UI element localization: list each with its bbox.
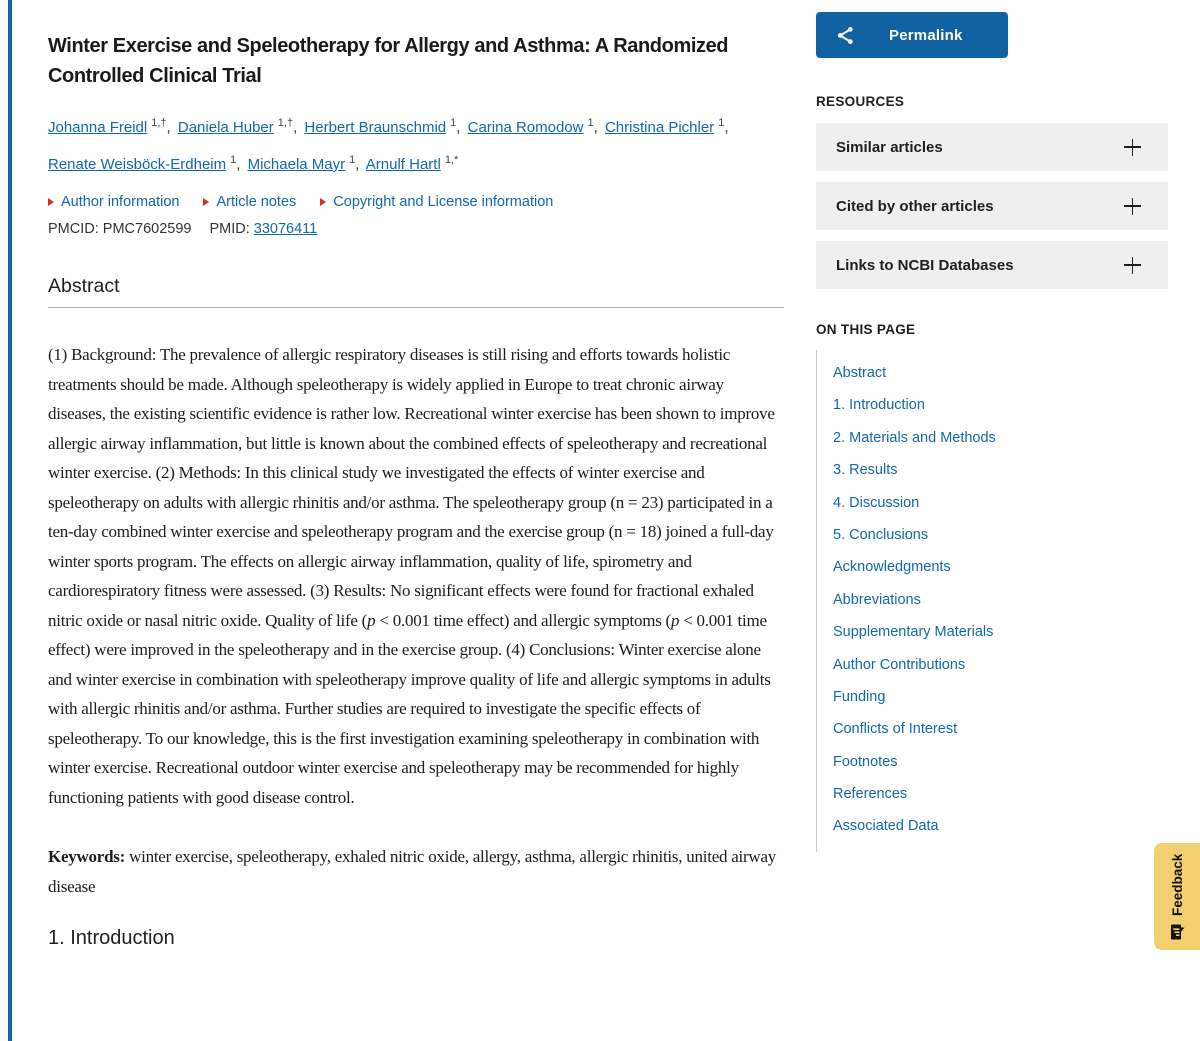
author-superscript: 1,† bbox=[277, 117, 294, 129]
section-heading-introduction: 1. Introduction bbox=[48, 927, 175, 949]
author-link[interactable]: Johanna Freidl bbox=[48, 119, 148, 136]
author-superscript: 1 bbox=[349, 154, 356, 166]
author-superscript: 1 bbox=[230, 154, 237, 166]
abstract-paragraph bbox=[48, 340, 784, 812]
author bbox=[468, 119, 601, 136]
abstract-text: (1) Background: The prevalence of allergic respiratory diseases is still rising and efforts towards holistic treatments should be made. Although speleotherapy is widely applied in Europe to treat chronic airway diseases, the existing scientific evidence is rather low. Recreational winter exercise has been shown to improve allergic airway inflammation, but little is known about the combined effects of speleotherapy and recreational winter exercise. (2) Methods: In this clinical study we investigated the effects of winter exercise and speleotherapy on adults with allergic rhinitis and/or asthma. The speleotherapy group (n = 23) participated in a ten-day combined winter exercise and speleotherapy program and the exercise group (n = 18) joined a full-day winter sports program. The effects on allergic airway inflammation, quality of life, spirometry and cardiorespiratory fitness were assessed. (3) Results: No significant effects were found for fractional exhaled nitric oxide or nasal nitric oxide. Quality of life ( bbox=[48, 345, 775, 630]
toc-link-footnotes[interactable]: Footnotes bbox=[833, 753, 898, 770]
author-separator: , bbox=[166, 119, 171, 136]
arrow-right-icon bbox=[48, 198, 54, 206]
toc-link-acknowledgments[interactable]: Acknowledgments bbox=[833, 559, 951, 576]
author bbox=[48, 156, 243, 173]
abstract-heading: Abstract bbox=[48, 275, 784, 308]
author-link[interactable]: Carina Romodow bbox=[467, 119, 584, 136]
author-link[interactable]: Renate Weisböck-Erdheim bbox=[48, 156, 227, 173]
feedback-rotor bbox=[1154, 843, 1200, 950]
accordion-label: Links to NCBI Databases bbox=[836, 256, 1014, 274]
author-separator: , bbox=[593, 119, 598, 136]
pmid-link[interactable]: 33076411 bbox=[253, 221, 318, 237]
on-this-page-heading: ON THIS PAGE bbox=[816, 322, 916, 337]
arrow-right-icon bbox=[320, 198, 326, 206]
toc-link-abstract[interactable]: Abstract bbox=[833, 365, 887, 381]
author-superscript: 1,† bbox=[151, 117, 167, 129]
author-link[interactable]: Christina Pichler bbox=[604, 119, 715, 136]
toc-link-references[interactable]: References bbox=[833, 786, 908, 803]
sidebar bbox=[816, 0, 1168, 852]
toc-link-author-contributions[interactable]: Author Contributions bbox=[833, 656, 966, 673]
plus-icon bbox=[1124, 139, 1141, 156]
abstract-italic-p: p bbox=[367, 610, 376, 630]
resources-heading: RESOURCES bbox=[816, 94, 905, 109]
abstract-italic-p: p bbox=[670, 610, 680, 630]
permalink-label: Permalink bbox=[889, 26, 963, 44]
pmcid-value: PMC7602599 bbox=[102, 221, 192, 237]
left-accent-bar bbox=[8, 0, 12, 1041]
accordion-similar-articles[interactable] bbox=[816, 123, 1168, 171]
pmid-label: PMID: bbox=[209, 221, 250, 237]
author bbox=[605, 119, 732, 136]
plus-icon bbox=[1124, 257, 1141, 274]
feedback-label: Feedback bbox=[1169, 853, 1185, 916]
resources-accordions bbox=[816, 123, 1168, 289]
author-separator: , bbox=[236, 156, 241, 173]
keywords-text: winter exercise, speleotherapy, exhaled nitric oxide, allergy, asthma, allergic rhinitis, united airway disease bbox=[48, 847, 777, 896]
author-link[interactable]: Daniela Huber bbox=[177, 119, 274, 136]
feedback-button[interactable] bbox=[1154, 843, 1200, 950]
author-separator: , bbox=[456, 119, 461, 136]
keywords-paragraph bbox=[48, 842, 784, 901]
author-link[interactable]: Arnulf Hartl bbox=[365, 156, 441, 173]
toc-link-abbreviations[interactable]: Abbreviations bbox=[833, 591, 921, 608]
arrow-right-icon bbox=[203, 198, 209, 206]
author-list bbox=[48, 107, 784, 181]
accordion-label: Cited by other articles bbox=[836, 197, 994, 215]
permalink-button[interactable] bbox=[816, 12, 1008, 58]
author-superscript: 1 bbox=[450, 117, 457, 129]
toc-link-associated-data[interactable]: Associated Data bbox=[833, 818, 939, 835]
on-this-page-nav bbox=[816, 350, 1168, 852]
author-superscript: 1 bbox=[718, 117, 725, 129]
toc-link-materials-methods[interactable]: 2. Materials and Methods bbox=[833, 429, 996, 446]
author-superscript: 1 bbox=[587, 117, 594, 129]
toc-link-results[interactable]: 3. Results bbox=[833, 462, 898, 479]
author-information-link[interactable]: Author information bbox=[48, 194, 179, 210]
article-ids bbox=[48, 221, 784, 237]
toc-link-supplementary-materials[interactable]: Supplementary Materials bbox=[833, 624, 994, 641]
accordion-cited-by[interactable] bbox=[816, 182, 1168, 230]
abstract-text: < 0.001 time effect) were improved in the speleotherapy and in the exercise group. (4) Conclusions: Winter exercise alone and winter exercise in combination with speleotherapy improve quality of life and allergic symptoms in adults with allergic rhinitis and/or asthma. Further studies are required to investigate the specific effects of speleotherapy. To our knowledge, this is the first investigation examining speleotherapy in combination with winter exercise. Recreational outdoor winter exercise and speleotherapy may be recommended for highly functioning patients with good disease control. bbox=[48, 610, 771, 807]
author-separator: , bbox=[293, 119, 298, 136]
share-icon bbox=[835, 25, 856, 46]
author-separator: , bbox=[355, 156, 360, 173]
author bbox=[48, 119, 174, 136]
toc-link-funding[interactable]: Funding bbox=[833, 688, 886, 705]
author bbox=[248, 156, 363, 173]
pmcid-label: PMCID: bbox=[48, 221, 99, 237]
toc-link-conflicts-of-interest[interactable]: Conflicts of Interest bbox=[833, 721, 958, 738]
abstract-text: < 0.001 time effect) and allergic symptoms ( bbox=[375, 610, 671, 630]
toc-link-introduction[interactable]: 1. Introduction bbox=[833, 397, 925, 414]
feedback-comment-icon bbox=[1170, 924, 1185, 940]
author bbox=[178, 119, 300, 136]
author-link[interactable]: Michaela Mayr bbox=[247, 156, 346, 173]
author bbox=[366, 156, 462, 173]
accordion-ncbi-links[interactable] bbox=[816, 241, 1168, 289]
toc-link-conclusions[interactable]: 5. Conclusions bbox=[833, 526, 929, 543]
accordion-label: Similar articles bbox=[836, 138, 943, 156]
plus-icon bbox=[1124, 198, 1141, 215]
article-main-column bbox=[48, 0, 784, 950]
copyright-license-link[interactable]: Copyright and License information bbox=[320, 194, 553, 210]
toc-link-discussion[interactable]: 4. Discussion bbox=[833, 494, 920, 511]
article-notes-link[interactable]: Article notes bbox=[203, 194, 296, 210]
article-title: Winter Exercise and Speleotherapy for Allergy and Asthma: A Randomized Controlled Clinical Trial bbox=[48, 35, 729, 87]
author-superscript: 1,* bbox=[444, 154, 459, 166]
author-separator: , bbox=[724, 119, 729, 136]
keywords-label: Keywords: bbox=[48, 847, 126, 866]
author bbox=[304, 119, 463, 136]
author-link[interactable]: Herbert Braunschmid bbox=[304, 119, 447, 136]
article-meta-links bbox=[48, 194, 784, 210]
